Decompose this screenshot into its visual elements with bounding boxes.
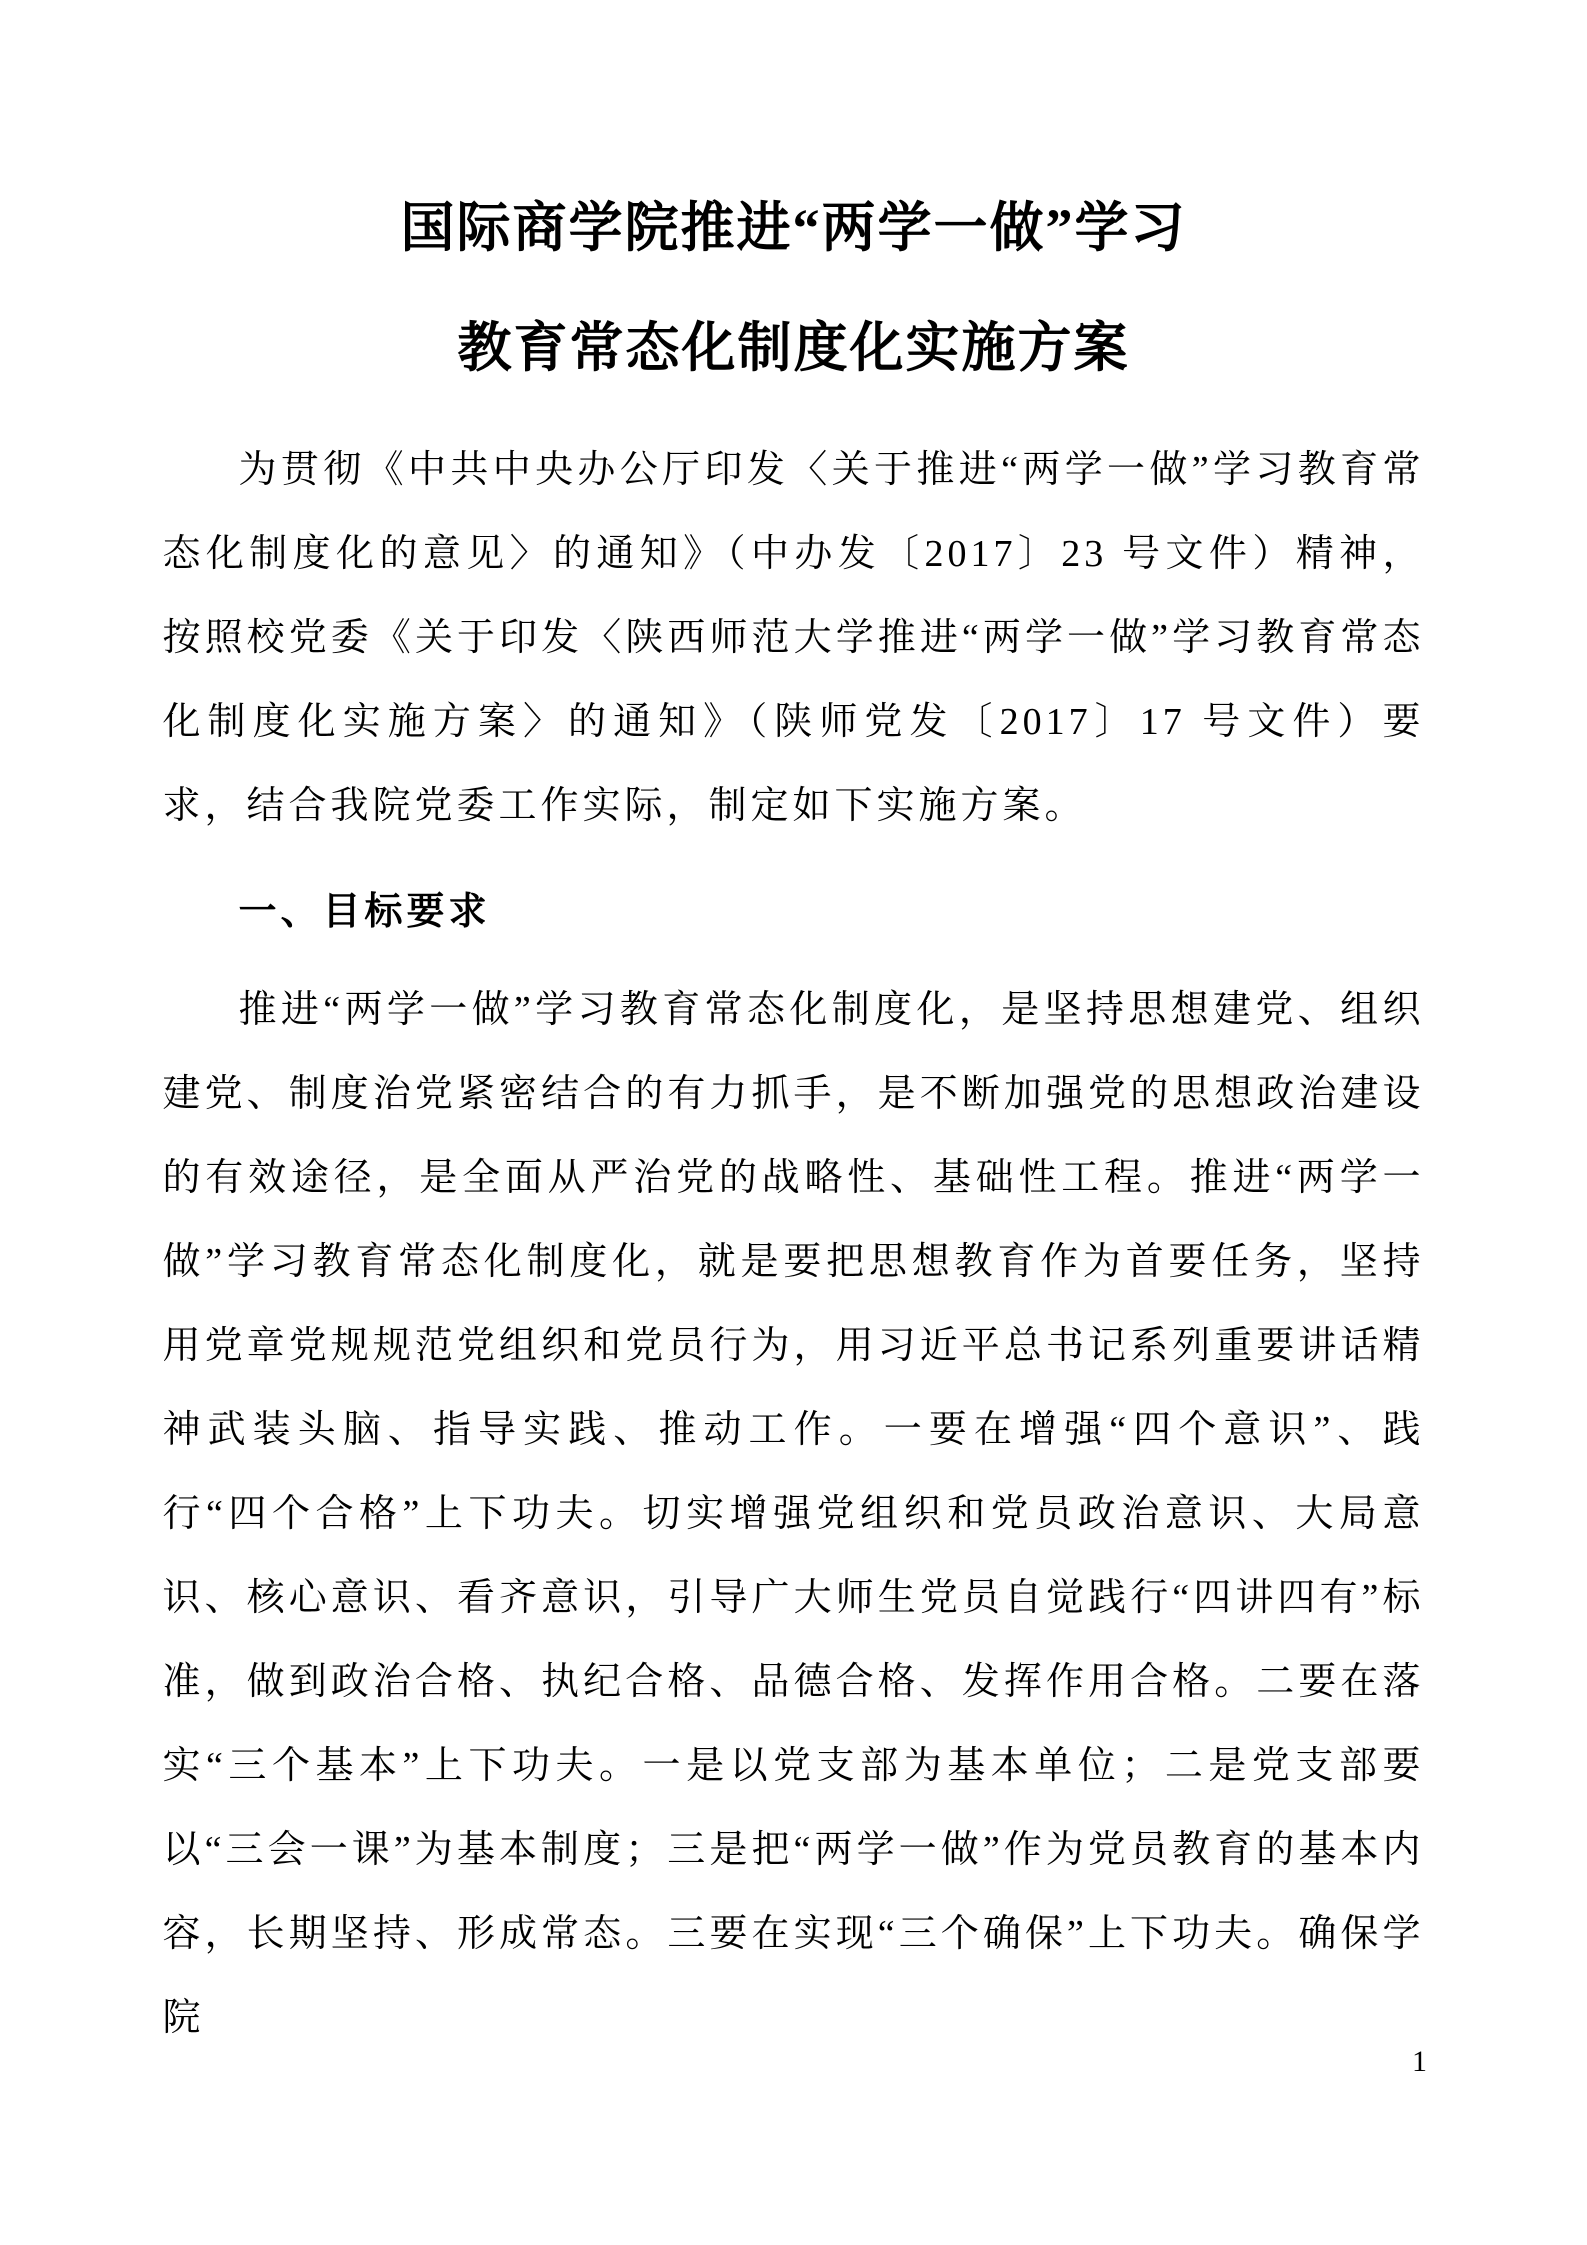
goals-paragraph: 推进“两学一做”学习教育常态化制度化，是坚持思想建党、组织建党、制度治党紧密结合的有力抓手，是不断加强党的思想政治建设的有效途径，是全面从严治党的战略性、基础性工程。推进“两学一做”学习教育常态化制度化，就是要把思想教育作为首要任务，坚持用党章党规规范党组织和党员行为，用习近平总书记系列重要讲话精神武装头脑、指导实践、推动工作。一要在增强“四个意识”、践行“四个合格”上下功夫。切实增强党组织和党员政治意识、大局意识、核心意识、看齐意识，引导广大师生党员自觉践行“四讲四有”标准，做到政治合格、执纪合格、品德合格、发挥作用合格。二要在落实“三个基本”上下功夫。一是以党支部为基本单位；二是党支部要以“三会一课”为基本制度；三是把“两学一做”作为党员教育的基本内容，长期坚持、形成常态。三要在实现“三个确保”上下功夫。确保学院 bbox=[162, 989, 1425, 2039]
page-number: 1 bbox=[1412, 2045, 1427, 2078]
document-content bbox=[163, 0, 1425, 2060]
document-title-line2: 教育常态化制度化实施方案 bbox=[457, 318, 1130, 378]
intro-paragraph: 为贯彻《中共中央办公厅印发〈关于推进“两学一做”学习教育常态化制度化的意见〉的通知》（中办发〔2017〕23 号文件）精神，按照校党委《关于印发〈陕西师范大学推进“两学一做”学习教育常态化制度化实施方案〉的通知》（陕师党发〔2017〕17 号文件）要求，结合我院党委工作实际，制定如下实施方案。 bbox=[162, 449, 1425, 827]
section-heading-goals: 一、目标要求 bbox=[238, 891, 491, 933]
document-title-line1: 国际商学院推进“两学一做”学习 bbox=[400, 198, 1187, 258]
